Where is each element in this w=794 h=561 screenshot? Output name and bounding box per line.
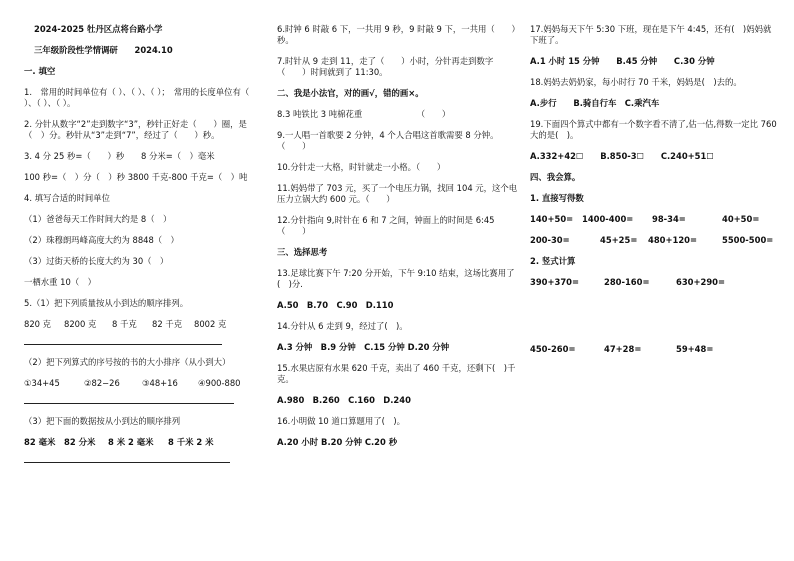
list-item: 82 毫米 xyxy=(24,437,56,447)
choice-15: 15.水果店原有水果 620 千克，卖出了 460 千克，还剩下( )千克。 xyxy=(277,363,516,384)
list-item: 450-260= xyxy=(530,344,576,354)
mass-items-row xyxy=(24,319,262,330)
section-calculation: 四、我会算。 xyxy=(530,172,581,182)
list-item: 8 米 2 毫米 xyxy=(108,437,154,447)
question-4-3: （3）过街天桥的长度大约为 30（ ） xyxy=(24,256,169,266)
choice-17: 17.妈妈每天下午 5:30 下班，现在是下午 4:45，还有( )妈妈就下班了。 xyxy=(530,24,772,45)
choice-16-options: A.20 小时 B.20 分钟 C.20 秒 xyxy=(277,437,398,447)
oral-row-1 xyxy=(530,214,778,225)
choice-13-options: A.50 B.70 C.90 D.110 xyxy=(277,300,394,310)
judge-8: 8.3 吨铁比 3 吨棉花重 （ ） xyxy=(277,109,451,119)
choice-19-options: A.332+42☐ B.850-3☐ C.240+51☐ xyxy=(530,151,714,161)
list-item: 5500-500= xyxy=(722,235,774,245)
answer-line xyxy=(24,340,222,345)
section-true-false: 二、我是小法官，对的画√，错的画×。 xyxy=(277,88,424,98)
question-3b: 100 秒=（ ）分（ ）秒 3800 千克-800 千克=（ ）吨 xyxy=(24,172,248,182)
judge-12: 12.分针指向 9,时针在 6 和 7 之间，钟面上的时间是 6:45（ ） xyxy=(277,215,495,236)
answer-line xyxy=(24,399,234,404)
list-item: 59+48= xyxy=(676,344,714,354)
list-item: ②82−26 xyxy=(84,378,120,388)
choice-15-options: A.980 B.260 C.160 D.240 xyxy=(277,395,411,405)
list-item: 140+50= xyxy=(530,214,574,224)
list-item: 82 分米 xyxy=(64,437,96,447)
list-item: 280-160= xyxy=(604,277,650,287)
choice-16: 16.小明做 10 道口算题用了( )。 xyxy=(277,416,405,426)
list-item: ③48+16 xyxy=(142,378,178,388)
list-item: 820 克 xyxy=(24,319,52,329)
column-middle xyxy=(277,24,522,458)
list-item: 45+25= xyxy=(600,235,638,245)
choice-14: 14.分针从 6 走到 9，经过了( )。 xyxy=(277,321,408,331)
judge-9: 9.一人唱一首歌要 2 分钟，4 个人合唱这首歌需要 8 分钟。（ ） xyxy=(277,130,499,151)
oral-row-2 xyxy=(530,235,778,246)
column-right xyxy=(530,24,778,365)
subsection-oral: 1. 直接写得数 xyxy=(530,193,584,203)
choice-13: 13.足球比赛下午 7:20 分开始，下午 9:10 结束，这场比赛用了( )分. xyxy=(277,268,515,289)
question-4-4: 一栖水重 10（ ） xyxy=(24,277,96,287)
question-7: 7.时针从 9 走到 11，走了（ ）小时，分针再走到数字（ ）时间就到了 11:30。 xyxy=(277,56,494,77)
judge-10: 10.分针走一大格，时针就走一小格。（ ） xyxy=(277,162,446,172)
list-item: 480+120= xyxy=(648,235,697,245)
list-item: 1400-400= xyxy=(582,214,634,224)
list-item: 8 千克 xyxy=(112,319,137,329)
judge-11: 11.妈妈带了 703 元，买了一个电压力锅，找回 104 元，这个电压力立锅大约 600 元。（ ） xyxy=(277,183,518,204)
list-item: 82 千克 xyxy=(152,319,183,329)
list-item: 390+370= xyxy=(530,277,579,287)
question-5-1: 5.（1）把下列质量按从小到达的顺序排列。 xyxy=(24,298,189,308)
question-5-3: （3）把下面的数据按从小到达的顺序排列 xyxy=(24,416,181,426)
list-item: 47+28= xyxy=(604,344,642,354)
question-4-1: （1）爸爸每天工作时间大约是 8（ ） xyxy=(24,214,172,224)
work-space xyxy=(530,298,778,344)
list-item: ④900-880 xyxy=(198,378,241,388)
column-left xyxy=(24,24,262,475)
subsection-vertical: 2. 竖式计算 xyxy=(530,256,576,266)
list-item: 8200 克 xyxy=(64,319,97,329)
expression-items-row xyxy=(24,378,262,389)
question-4-2: （2）珠穆朗玛峰高度大约为 8848（ ） xyxy=(24,235,179,245)
question-5-2: （2）把下列算式的序号按的书的大小排序（从小到大） xyxy=(24,357,231,367)
list-item: 8002 克 xyxy=(194,319,227,329)
question-3a: 3. 4 分 25 秒=（ ）秒 8 分米=（ ）毫米 xyxy=(24,151,215,161)
list-item: 8 千米 2 米 xyxy=(168,437,214,447)
choice-14-options: A.3 分钟 B.9 分钟 C.15 分钟 D.20 分钟 xyxy=(277,342,450,352)
vertical-row-2 xyxy=(530,344,778,355)
exam-subtitle: 三年级阶段性学情调研 2024.10 xyxy=(34,45,173,55)
question-6: 6.时钟 6 时敲 6 下，一共用 9 秒，9 时敲 9 下，一共用（ ）秒。 xyxy=(277,24,520,45)
question-4: 4. 填写合适的时间单位 xyxy=(24,193,111,203)
vertical-row-1 xyxy=(530,277,778,288)
choice-18: 18.妈妈去奶奶家，每小时行 70 千米，妈妈是( )去的。 xyxy=(530,77,742,87)
question-2: 2. 分针从数字“2”走到数字“3”，秒针正好走（ ）圈，是（ ）分。秒针从“3”走到“7”，经过了（ ）秒。 xyxy=(24,119,247,140)
question-1: 1. 常用的时间单位有（ ）、（ ）、（ ）； 常用的长度单位有（ ）、（ ）、（ ）。 xyxy=(24,87,250,108)
choice-18-options: A.步行 B.骑自行车 C.乘汽车 xyxy=(530,98,660,108)
list-item: 98-34= xyxy=(652,214,686,224)
list-item: 40+50= xyxy=(722,214,760,224)
exam-title: 2024-2025 牡丹区点将台路小学 xyxy=(34,24,163,34)
section-fill-blank: 一. 填空 xyxy=(24,66,56,76)
section-multiple-choice: 三、选择思考 xyxy=(277,247,328,257)
length-items-row xyxy=(24,437,262,448)
list-item: ①34+45 xyxy=(24,378,60,388)
list-item: 200-30= xyxy=(530,235,570,245)
choice-19: 19.下面四个算式中都有一个数字看不清了,估一估,得数一定比 760 大的是( )。 xyxy=(530,119,777,140)
answer-line xyxy=(24,458,230,463)
choice-17-options: A.1 小时 15 分钟 B.45 分钟 C.30 分钟 xyxy=(530,56,715,66)
list-item: 630+290= xyxy=(676,277,725,287)
